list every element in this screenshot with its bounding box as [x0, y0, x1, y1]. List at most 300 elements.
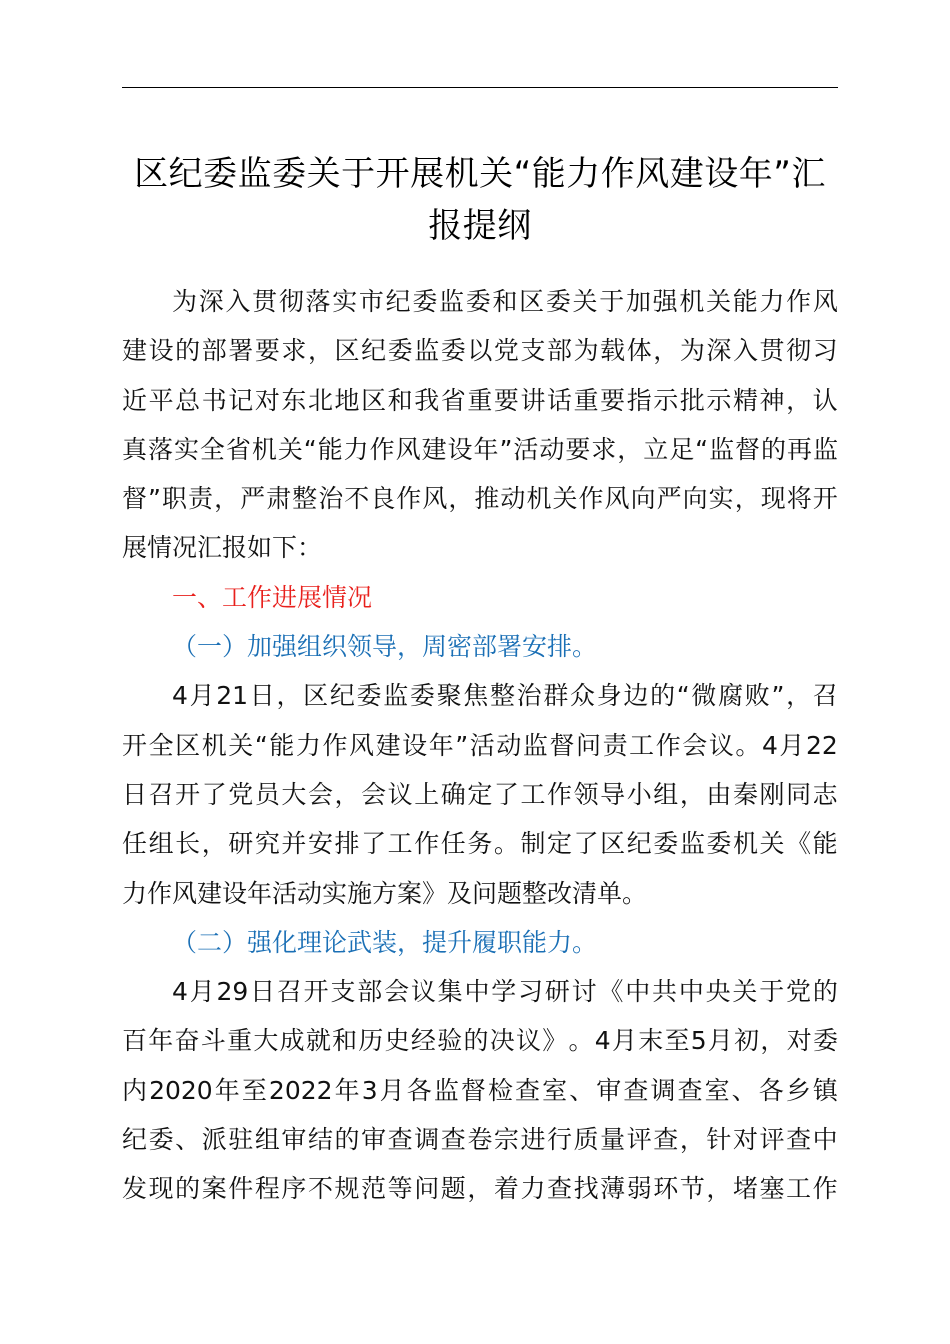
text-glyph: 现 — [148, 1174, 174, 1204]
text-glyph: 问 — [576, 730, 602, 760]
text-glyph: 作 — [812, 1174, 838, 1204]
text-glyph: ， — [734, 484, 760, 514]
text-glyph: 组 — [148, 829, 174, 859]
text-glyph: 评 — [626, 1125, 652, 1155]
text-glyph: 对 — [732, 1125, 758, 1155]
text-glyph: 责 — [602, 730, 628, 760]
text-glyph: 职 — [162, 484, 188, 514]
text-glyph: 关 — [759, 829, 785, 859]
text-glyph: 和 — [492, 287, 518, 316]
text-glyph: 记 — [228, 385, 254, 415]
text-glyph: 市 — [358, 287, 384, 316]
text-glyph: 动 — [539, 434, 565, 464]
text-glyph: 区 — [361, 385, 387, 415]
text-glyph: 督 — [460, 1075, 486, 1105]
text-glyph: 小 — [626, 779, 652, 809]
text-glyph: 安 — [307, 829, 333, 859]
text-glyph: 力 — [343, 434, 369, 464]
text-glyph: 中 — [464, 977, 490, 1007]
text-glyph: 加 — [625, 287, 651, 316]
body-line — [122, 474, 838, 523]
text-glyph: 并 — [281, 829, 307, 859]
text-glyph: 结 — [307, 1125, 333, 1155]
text-glyph: 查 — [677, 1075, 703, 1105]
text-glyph: ， — [201, 829, 227, 859]
text-glyph: 4 — [172, 681, 188, 711]
text-glyph: 纪 — [122, 1125, 148, 1155]
text-glyph: 风 — [395, 434, 421, 464]
text-glyph: 要 — [565, 434, 591, 464]
text-glyph: 身 — [596, 681, 622, 711]
text-glyph: 将 — [786, 484, 812, 514]
text-glyph: 的 — [761, 434, 787, 464]
text-glyph: 学 — [491, 977, 517, 1007]
text-glyph: 重 — [227, 1026, 253, 1056]
text-glyph: ， — [760, 1026, 786, 1056]
text-glyph: 动 — [496, 730, 522, 760]
text-glyph: 研 — [228, 829, 254, 859]
text-glyph: 东 — [281, 385, 307, 415]
text-glyph: “ — [676, 681, 690, 711]
text-glyph: 真 — [122, 434, 148, 464]
title-line-1: 区纪委监委关于开展机关“能力作风建设年”汇 — [134, 154, 826, 194]
document-body — [122, 277, 838, 1214]
text-glyph: 省 — [440, 385, 466, 415]
text-glyph: 了 — [493, 779, 519, 809]
text-glyph: 关 — [572, 287, 598, 316]
text-glyph: 领 — [573, 779, 599, 809]
text-glyph: ， — [334, 779, 360, 809]
text-glyph: 纪 — [361, 336, 387, 366]
text-glyph: 监 — [709, 434, 735, 464]
text-glyph: 微 — [691, 681, 717, 711]
text-glyph: 开 — [122, 730, 148, 760]
text-glyph: 成 — [279, 1026, 305, 1056]
text-glyph: 腐 — [718, 681, 744, 711]
text-glyph: 要 — [493, 385, 519, 415]
text-glyph: “ — [254, 730, 268, 760]
text-glyph: 》 — [542, 1026, 568, 1056]
text-glyph: 能 — [812, 829, 838, 859]
text-glyph: 的 — [812, 977, 838, 1007]
text-glyph: 整 — [489, 681, 515, 711]
text-glyph: 足 — [669, 434, 695, 464]
text-glyph: 镇 — [812, 1075, 838, 1105]
text-glyph: 审 — [281, 1125, 307, 1155]
text-glyph: 委 — [653, 829, 679, 859]
text-glyph: “ — [303, 434, 317, 464]
text-glyph: 年 — [214, 1075, 240, 1105]
text-glyph: 大 — [281, 779, 307, 809]
text-glyph: 立 — [643, 434, 669, 464]
text-glyph: 入 — [225, 287, 251, 316]
text-glyph: 史 — [384, 1026, 410, 1056]
text-glyph: 针 — [706, 1125, 732, 1155]
text-glyph: 组 — [653, 779, 679, 809]
text-glyph: 年 — [334, 1075, 360, 1105]
text-glyph: 督 — [122, 484, 148, 514]
text-glyph: 向 — [682, 484, 708, 514]
text-glyph: 区 — [334, 336, 360, 366]
text-glyph: 能 — [317, 434, 343, 464]
text-glyph: 2022 — [268, 1075, 333, 1105]
text-glyph: 务 — [467, 829, 493, 859]
text-glyph: 验 — [437, 1026, 463, 1056]
text-glyph: 要 — [254, 336, 280, 366]
text-glyph: 建 — [375, 730, 401, 760]
body-line — [122, 326, 838, 375]
text-glyph: 全 — [199, 434, 225, 464]
text-glyph: 责 — [188, 484, 214, 514]
text-glyph: 着 — [493, 1174, 519, 1204]
text-glyph: 工 — [786, 1174, 812, 1204]
text-glyph: 年 — [148, 1026, 174, 1056]
body-line — [122, 671, 838, 720]
text-glyph: 组 — [254, 1125, 280, 1155]
text-glyph: 指 — [626, 385, 652, 415]
text-glyph: 机 — [201, 730, 227, 760]
text-glyph: 机 — [679, 287, 705, 316]
text-glyph: 调 — [414, 1125, 440, 1155]
text-glyph: 不 — [344, 484, 370, 514]
text-glyph: 部 — [201, 336, 227, 366]
text-glyph: 动 — [500, 484, 526, 514]
text-glyph: ， — [706, 1174, 732, 1204]
text-glyph: 会 — [361, 779, 387, 809]
text-glyph: ， — [617, 434, 643, 464]
text-glyph: 历 — [358, 1026, 384, 1056]
text-glyph: 至 — [664, 1026, 690, 1056]
text-glyph: 监 — [414, 336, 440, 366]
text-glyph: 为 — [573, 336, 599, 366]
text-glyph: 机 — [732, 829, 758, 859]
text-glyph: 委 — [545, 287, 571, 316]
text-glyph: 能 — [269, 730, 295, 760]
text-glyph: 议 — [387, 779, 413, 809]
text-glyph: 集 — [437, 977, 463, 1007]
text-glyph: 近 — [122, 385, 148, 415]
body-line — [122, 1115, 838, 1164]
text-glyph: 量 — [600, 1125, 626, 1155]
text-glyph: 各 — [758, 1075, 784, 1105]
text-glyph: 的 — [463, 1026, 489, 1056]
text-glyph: 平 — [148, 385, 174, 415]
text-glyph: 习 — [518, 977, 544, 1007]
text-glyph: ” — [771, 681, 785, 711]
text-glyph: 月 — [379, 1075, 405, 1105]
text-glyph: 质 — [573, 1125, 599, 1155]
text-glyph: 监 — [439, 287, 465, 316]
text-glyph: “ — [695, 434, 709, 464]
text-glyph: 就 — [305, 1026, 331, 1056]
text-glyph: 众 — [570, 681, 596, 711]
text-glyph: 百 — [122, 1026, 148, 1056]
text-glyph: 边 — [623, 681, 649, 711]
text-glyph: 找 — [573, 1174, 599, 1204]
body-line — [122, 376, 838, 425]
text-glyph: ， — [679, 1125, 705, 1155]
text-glyph: 长 — [175, 829, 201, 859]
text-glyph: ， — [653, 336, 679, 366]
text-glyph: 设 — [402, 730, 428, 760]
text-glyph: 贯 — [252, 287, 278, 316]
text-glyph: 4 — [761, 730, 778, 760]
text-glyph: 贯 — [759, 336, 785, 366]
text-glyph: 我 — [414, 385, 440, 415]
text-glyph: 现 — [760, 484, 786, 514]
text-glyph: 评 — [759, 1125, 785, 1155]
text-glyph: 委 — [412, 287, 438, 316]
text-glyph: 上 — [414, 779, 440, 809]
text-glyph: 月 — [189, 681, 215, 711]
text-glyph: 月 — [779, 730, 805, 760]
title-line-2: 报提纲 — [428, 206, 532, 246]
text-glyph: 求 — [591, 434, 617, 464]
text-glyph: 风 — [422, 484, 448, 514]
text-glyph: 支 — [330, 977, 356, 1007]
text-glyph: 22 — [805, 730, 838, 760]
text-glyph: ， — [214, 484, 240, 514]
text-glyph: 活 — [513, 434, 539, 464]
text-glyph: 查 — [547, 1174, 573, 1204]
text-glyph: 同 — [786, 779, 812, 809]
body-line — [122, 721, 838, 770]
text-glyph: 机 — [251, 434, 277, 464]
text-glyph: 区 — [519, 287, 545, 316]
text-glyph: 中 — [678, 977, 704, 1007]
text-glyph: ， — [307, 336, 333, 366]
text-glyph: 任 — [440, 829, 466, 859]
text-glyph: 年 — [473, 434, 499, 464]
text-glyph: 党 — [228, 779, 254, 809]
text-glyph: 召 — [812, 681, 838, 711]
text-glyph: 认 — [812, 385, 838, 415]
text-glyph: 。 — [735, 730, 761, 760]
text-glyph: 推 — [474, 484, 500, 514]
text-glyph: 焦 — [463, 681, 489, 711]
text-glyph: 会 — [682, 730, 708, 760]
text-glyph: 纪 — [329, 681, 355, 711]
text-glyph: 议 — [410, 977, 436, 1007]
text-glyph: 会 — [384, 977, 410, 1007]
text-glyph: 总 — [175, 385, 201, 415]
text-glyph: 末 — [638, 1026, 664, 1056]
text-glyph: 委 — [387, 336, 413, 366]
text-glyph: ” — [499, 434, 513, 464]
text-glyph: 秦 — [732, 779, 758, 809]
text-glyph: 治 — [516, 681, 542, 711]
text-glyph: 召 — [276, 977, 302, 1007]
text-glyph: 卷 — [467, 1125, 493, 1155]
text-glyph: 会 — [307, 779, 333, 809]
text-glyph: 和 — [332, 1026, 358, 1056]
text-glyph: 于 — [759, 977, 785, 1007]
text-glyph: 要 — [600, 385, 626, 415]
text-glyph: 排 — [334, 829, 360, 859]
text-glyph: 习 — [812, 336, 838, 366]
text-glyph: 经 — [410, 1026, 436, 1056]
text-glyph: 严 — [656, 484, 682, 514]
text-glyph: 对 — [254, 385, 280, 415]
text-glyph: 严 — [240, 484, 266, 514]
text-glyph: 良 — [370, 484, 396, 514]
text-glyph: 力 — [520, 1174, 546, 1204]
text-glyph: 2020 — [149, 1075, 213, 1105]
text-glyph: 开 — [812, 484, 838, 514]
text-glyph: 北 — [307, 385, 333, 415]
text-glyph: 风 — [349, 730, 375, 760]
text-glyph: 审 — [596, 1075, 622, 1105]
text-glyph: 初 — [734, 1026, 760, 1056]
text-glyph: 关 — [277, 434, 303, 464]
section-heading: 一、工作进展情况 — [172, 582, 373, 612]
text-glyph: 塞 — [759, 1174, 785, 1204]
body-line — [122, 425, 838, 474]
text-glyph: 区 — [303, 681, 329, 711]
text-glyph: 重 — [467, 385, 493, 415]
text-glyph: 4 — [172, 977, 188, 1007]
text-glyph: 强 — [652, 287, 678, 316]
text-glyph: 败 — [744, 681, 770, 711]
text-glyph: 奋 — [174, 1026, 200, 1056]
text-glyph: 部 — [357, 977, 383, 1007]
text-glyph: 驻 — [228, 1125, 254, 1155]
text-glyph: 委 — [409, 681, 435, 711]
text-glyph: 作 — [578, 484, 604, 514]
text-glyph: ， — [679, 779, 705, 809]
text-glyph: 委 — [465, 287, 491, 316]
text-glyph: 了 — [573, 829, 599, 859]
text-glyph: 员 — [254, 779, 280, 809]
text-glyph: 彻 — [278, 287, 304, 316]
text-glyph: 决 — [489, 1026, 515, 1056]
text-glyph: 和 — [387, 385, 413, 415]
text-glyph: 纪 — [385, 287, 411, 316]
text-glyph: 作 — [322, 730, 348, 760]
text-glyph: 中 — [625, 977, 651, 1007]
text-glyph: 共 — [652, 977, 678, 1007]
text-glyph: 日 — [250, 977, 276, 1007]
text-glyph: 委 — [706, 829, 732, 859]
text-glyph: 肃 — [266, 484, 292, 514]
text-glyph: 工 — [629, 730, 655, 760]
text-glyph: 斗 — [200, 1026, 226, 1056]
text-glyph: 监 — [679, 829, 705, 859]
text-glyph: 为 — [172, 287, 198, 316]
text-glyph: 查 — [623, 1075, 649, 1105]
text-glyph: 21 — [216, 681, 249, 711]
text-glyph: 于 — [599, 287, 625, 316]
text-glyph: 刚 — [759, 779, 785, 809]
text-glyph: 查 — [515, 1075, 541, 1105]
text-glyph: 志 — [812, 779, 838, 809]
text-glyph: 支 — [520, 336, 546, 366]
text-glyph: 环 — [653, 1174, 679, 1204]
text-glyph: 究 — [254, 829, 280, 859]
text-glyph: 开 — [175, 779, 201, 809]
text-glyph: 。 — [493, 829, 519, 859]
text-glyph: 导 — [600, 779, 626, 809]
text-glyph: 向 — [630, 484, 656, 514]
text-glyph: ， — [786, 681, 812, 711]
text-glyph: 件 — [228, 1174, 254, 1204]
text-glyph: 的 — [334, 1125, 360, 1155]
text-glyph: ， — [786, 385, 812, 415]
text-glyph: 委 — [812, 1026, 838, 1056]
body-line — [122, 819, 838, 868]
text-glyph: 大 — [253, 1026, 279, 1056]
text-glyph: 关 — [552, 484, 578, 514]
text-glyph: 不 — [307, 1174, 333, 1204]
text-glyph: 党 — [493, 336, 519, 366]
text-glyph: 问 — [414, 1174, 440, 1204]
body-line — [122, 277, 838, 326]
text-glyph: 央 — [705, 977, 731, 1007]
text-glyph: 深 — [706, 336, 732, 366]
text-glyph: 29 — [216, 977, 249, 1007]
text-glyph: 4 — [594, 1026, 611, 1056]
body-line: 力作风建设年活动实施方案》及问题整改清单。 — [122, 878, 648, 908]
text-glyph: 求 — [281, 336, 307, 366]
text-glyph: 制 — [520, 829, 546, 859]
text-glyph: 等 — [387, 1174, 413, 1204]
text-glyph: 查 — [653, 1125, 679, 1155]
text-glyph: 作 — [396, 484, 422, 514]
subsection-heading: （一）加强组织领导，周密部署安排。 — [172, 632, 598, 662]
text-glyph: 落 — [305, 287, 331, 316]
text-glyph: 区 — [175, 730, 201, 760]
text-glyph: 设 — [447, 434, 473, 464]
text-glyph: 日 — [249, 681, 275, 711]
text-glyph: 示 — [653, 385, 679, 415]
text-glyph: 作 — [369, 434, 395, 464]
text-glyph: 堵 — [732, 1174, 758, 1204]
text-glyph: 案 — [201, 1174, 227, 1204]
text-glyph: 督 — [735, 434, 761, 464]
text-glyph: 至 — [241, 1075, 267, 1105]
text-glyph: 落 — [147, 434, 173, 464]
text-glyph: 深 — [198, 287, 224, 316]
text-glyph: 工 — [387, 829, 413, 859]
body-line — [122, 1066, 838, 1115]
text-glyph: 5 — [690, 1026, 707, 1056]
text-glyph: 、 — [175, 1125, 201, 1155]
text-glyph: 为 — [679, 336, 705, 366]
text-glyph: 节 — [679, 1174, 705, 1204]
text-glyph: 督 — [549, 730, 575, 760]
text-glyph: 监 — [812, 434, 838, 464]
text-glyph: 室 — [704, 1075, 730, 1105]
text-glyph: 进 — [520, 1125, 546, 1155]
text-glyph: 薄 — [600, 1174, 626, 1204]
text-glyph: 检 — [487, 1075, 513, 1105]
text-glyph: ， — [448, 484, 474, 514]
text-glyph: 月 — [189, 977, 215, 1007]
text-glyph: 纪 — [626, 829, 652, 859]
body-line — [122, 1016, 838, 1065]
text-glyph: 关 — [228, 730, 254, 760]
text-glyph: 召 — [148, 779, 174, 809]
text-glyph: 查 — [440, 1125, 466, 1155]
text-glyph: 确 — [440, 779, 466, 809]
text-glyph: 彻 — [786, 336, 812, 366]
text-glyph: 的 — [175, 1174, 201, 1204]
text-glyph: 。 — [568, 1026, 594, 1056]
text-glyph: 监 — [522, 730, 548, 760]
subsection-heading: （二）强化理论武装，提升履职能力。 — [172, 927, 598, 957]
text-glyph: 乡 — [785, 1075, 811, 1105]
text-glyph: 能 — [732, 287, 758, 316]
